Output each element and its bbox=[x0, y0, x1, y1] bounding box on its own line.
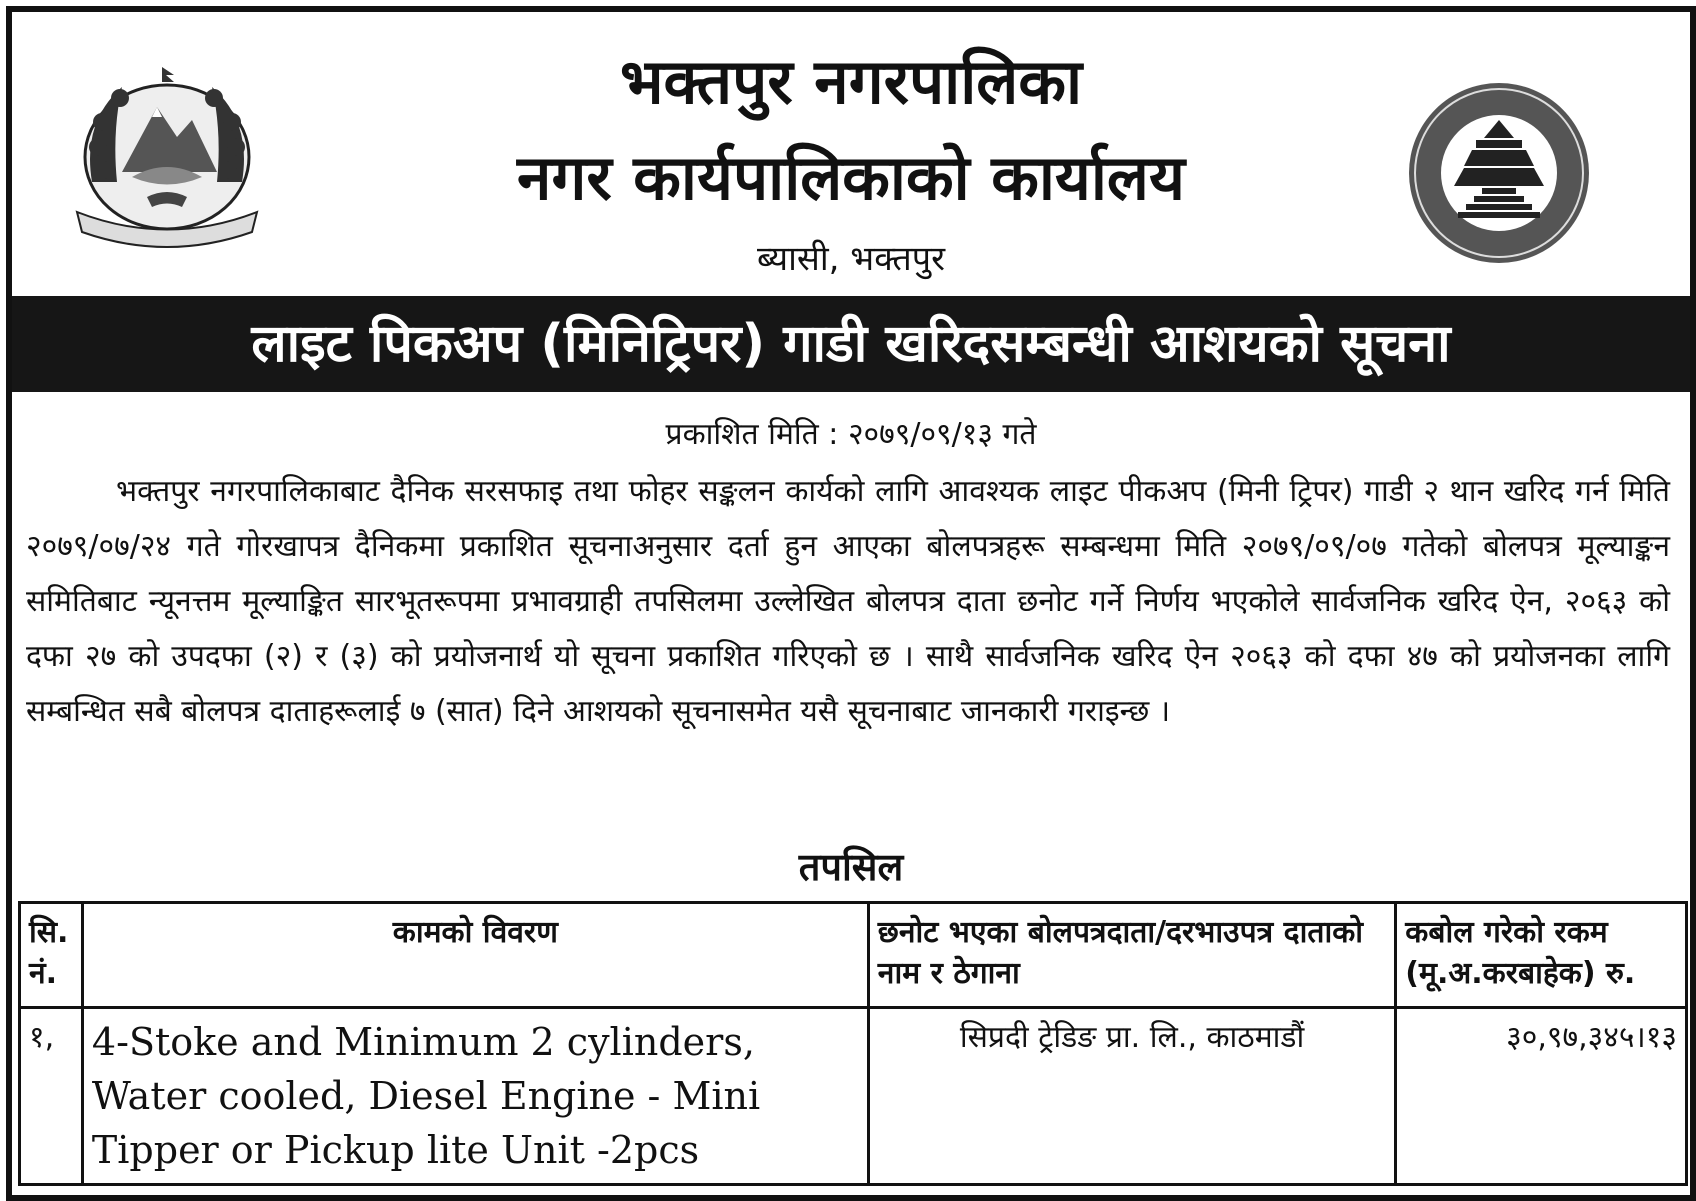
notice-header bbox=[12, 12, 1690, 296]
table-row bbox=[20, 1008, 1687, 1185]
annex-header-row bbox=[20, 903, 1687, 1008]
header-description: कामको विवरण bbox=[82, 903, 868, 1008]
publication-date: प्रकाशित मिति : २०७९/०९/१३ गते bbox=[665, 417, 1037, 452]
annex-table bbox=[18, 901, 1688, 1186]
row-amount: ३०,९७,३४५।१३ bbox=[1396, 1008, 1687, 1185]
notice-title-banner: लाइट पिकअप (मिनिट्रिपर) गाडी खरिदसम्बन्धी आशयको सूचना bbox=[12, 296, 1690, 392]
notice-frame bbox=[6, 6, 1696, 1201]
annex-title: तपसिल bbox=[798, 845, 904, 889]
office-address: ब्यासी, भक्तपुर bbox=[756, 239, 946, 279]
header-bidder: छनोट भएका बोलपत्रदाता/दरभाउपत्र दाताको नाम र ठेगाना bbox=[868, 903, 1396, 1008]
row-bidder: सिप्रदी ट्रेडिङ प्रा. लि., काठमाडौं bbox=[868, 1008, 1396, 1185]
row-sn: १, bbox=[20, 1008, 83, 1185]
municipality-name: भक्तपुर नगरपालिका bbox=[619, 45, 1083, 118]
header-amount: कबोल गरेको रकम (मू.अ.करबाहेक) रु. bbox=[1396, 903, 1687, 1008]
bhaktapur-municipality-seal-icon bbox=[1404, 78, 1594, 268]
row-description: 4-Stoke and Minimum 2 cylinders, Water cooled, Diesel Engine - Mini Tipper or Pickup lite Unit -2pcs bbox=[82, 1008, 868, 1185]
header-sn: सि. नं. bbox=[20, 903, 83, 1008]
notice-body: भक्तपुर नगरपालिकाबाट दैनिक सरसफाइ तथा फोहर सङ्कलन कार्यको लागि आवश्यक लाइट पीकअप (मिनी ट्रिपर) गाडी २ थान खरिद गर्न मिति २०७९/०७/२४ गते गोरखापत्र दैनिकमा प्रकाशित सूचनाअनुसार दर्ता हुन आएका बोलपत्रहरू सम्बन्धमा मिति २०७९/०९/०७ गतेको बोलपत्र मूल्याङ्कन समितिबाट न्यूनत्तम मूल्याङ्कित सारभूतरूपमा प्रभावग्राही तपसिलमा उल्लेखित बोलपत्र दाता छनोट गर्ने निर्णय भएकोले सार्वजनिक खरिद ऐन, २०६३ को दफा २७ को उपदफा (२) र (३) को प्रयोजनार्थ यो सूचना प्रकाशित गरिएको छ । साथै सार्वजनिक खरिद ऐन २०६३ को दफा ४७ को प्रयोजनका लागि सम्बन्धित सबै बोलपत्र दाताहरूलाई ७ (सात) दिने आशयको सूचनासमेत यसै सूचनाबाट जानकारी गराइन्छ । bbox=[26, 474, 1670, 729]
office-name: नगर कार्यपालिकाको कार्यालय bbox=[517, 141, 1185, 214]
